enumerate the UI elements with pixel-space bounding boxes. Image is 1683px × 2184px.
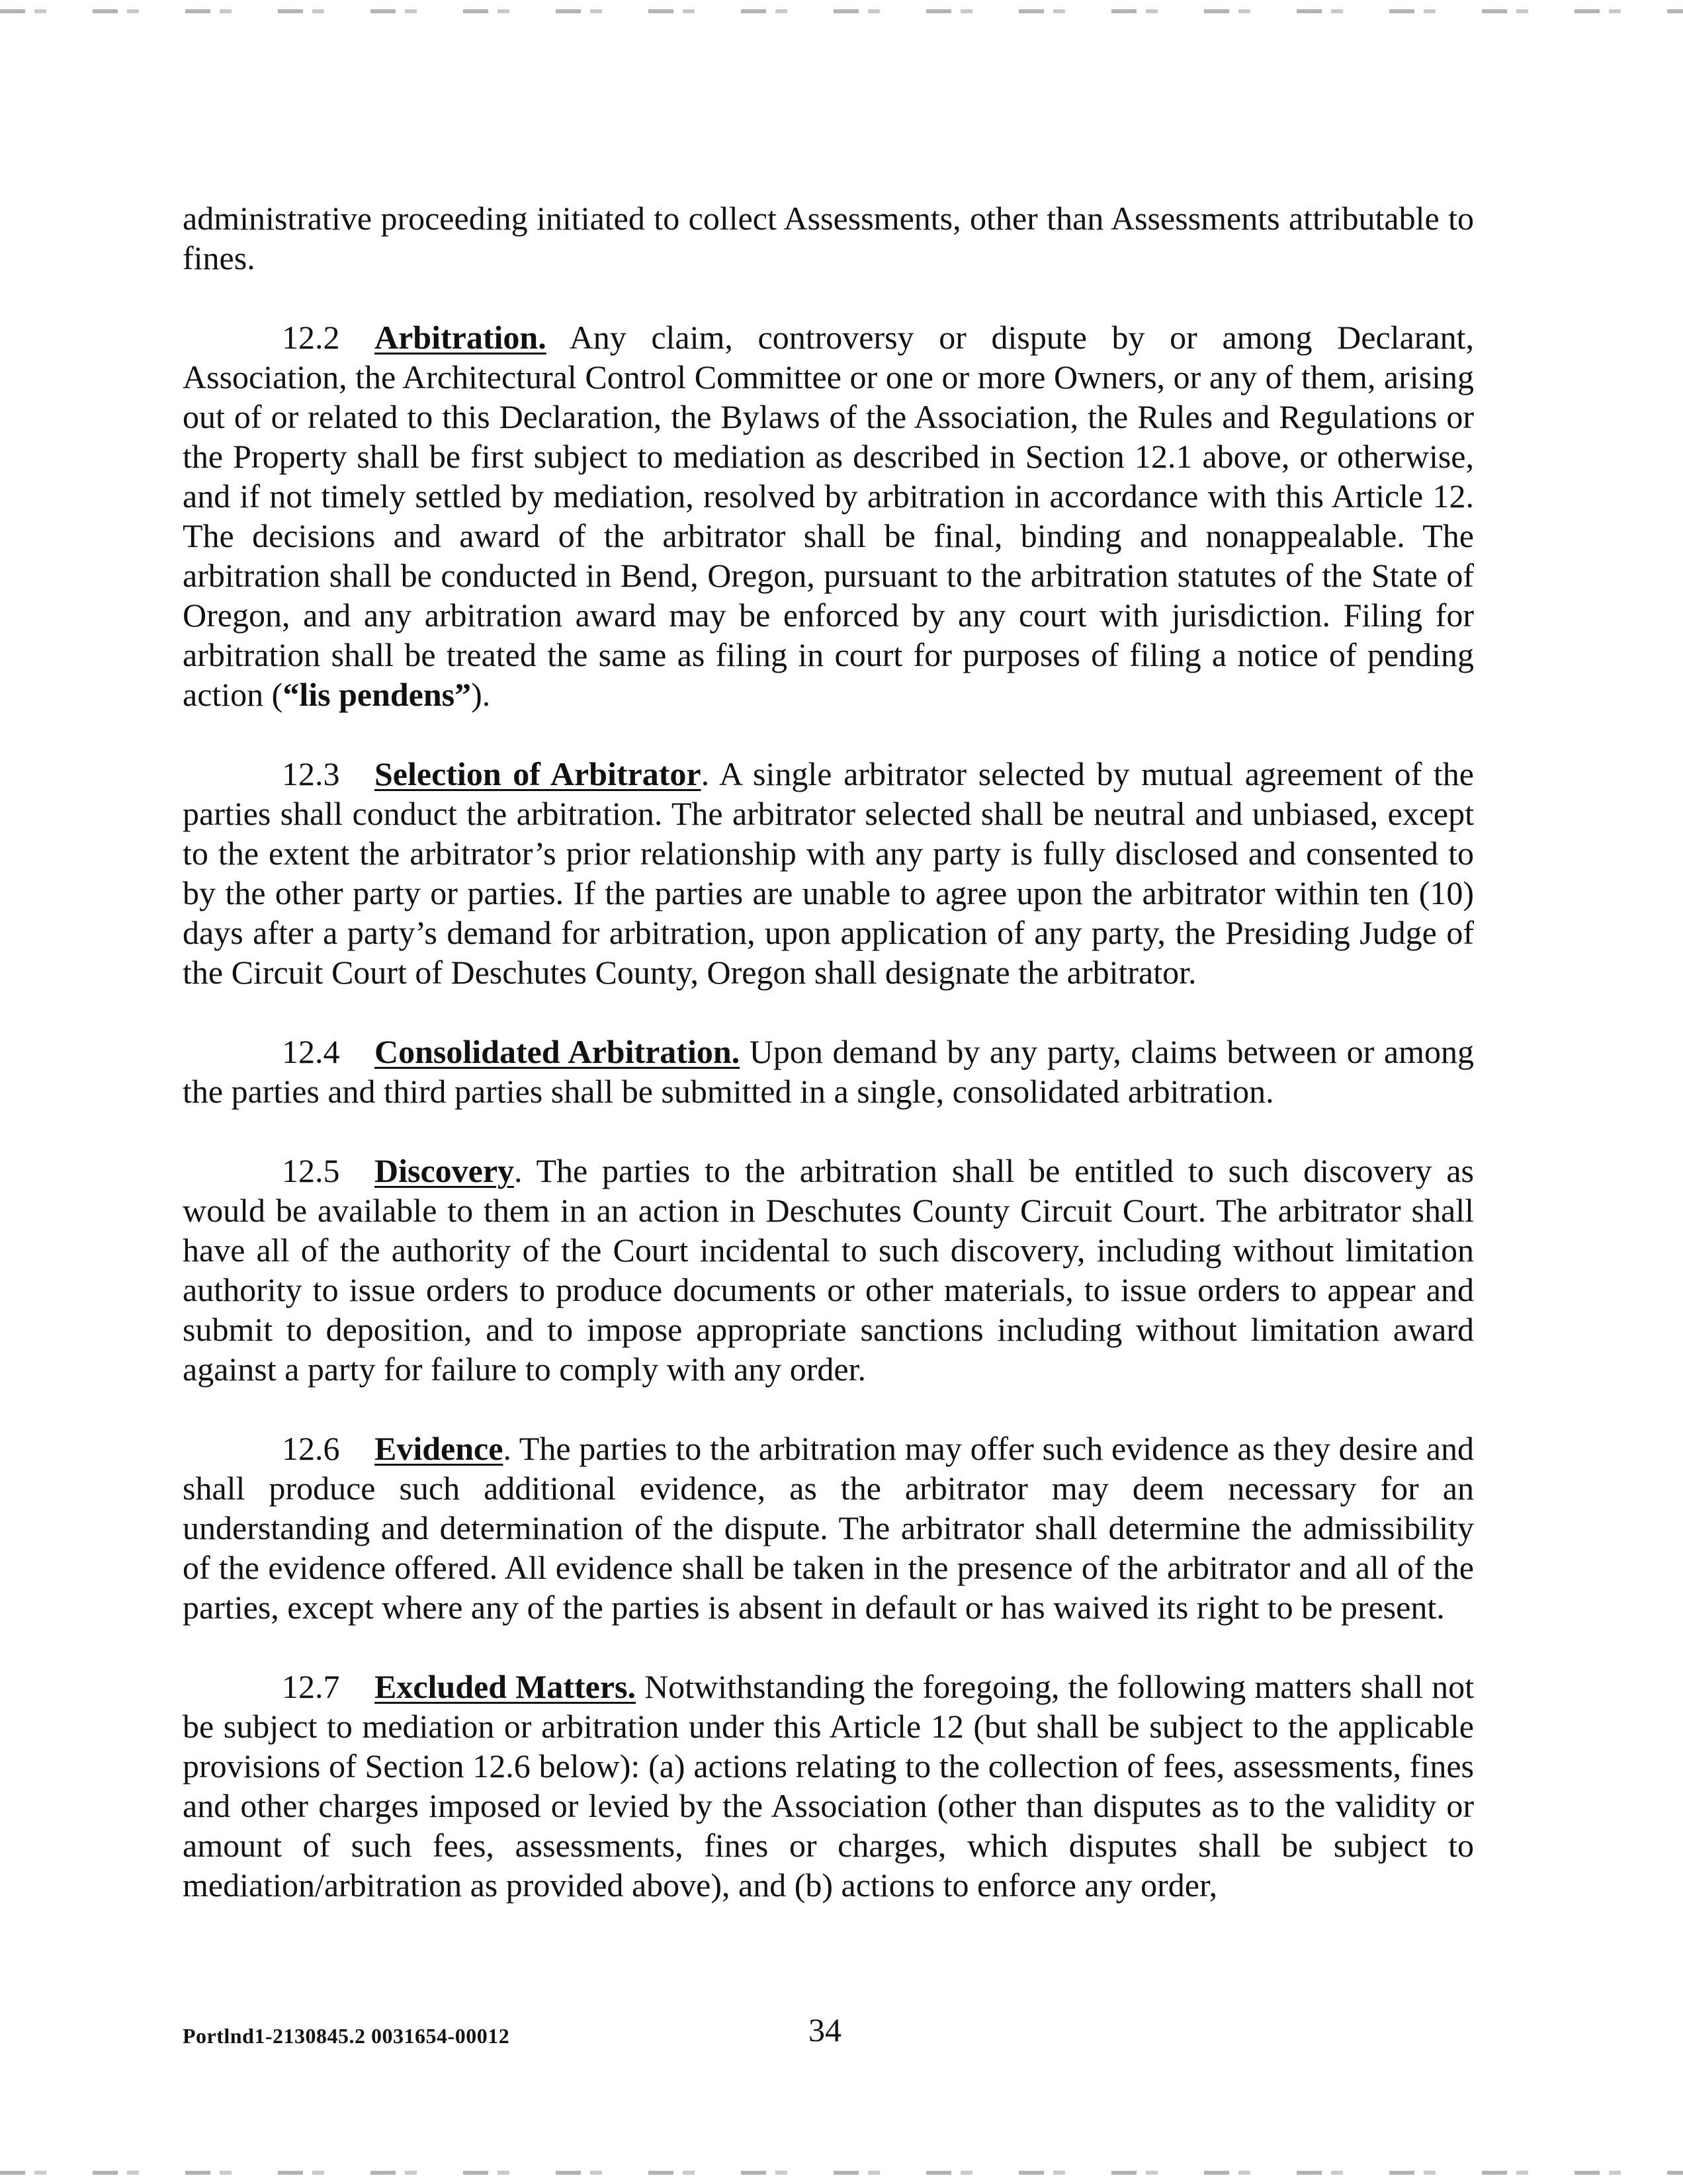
section-text: . A single arbitrator selected by mutual agreement of the parties shall conduct the arbitration. The arbitrator selected shall be neutral and unbiased, except to the extent the arbitrator’s prior relationship with any party is fully disclosed and consented to by the other party or parties. If the parties are unable to agree upon the arbitrator within ten (10) days after a party’s demand for arbitration, upon application of any party, the Presiding Judge of the Circuit Court of Deschutes County, Oregon shall designate the arbitrator. [183, 755, 1474, 991]
section-number: 12.7 [282, 1668, 340, 1705]
page-number: 34 [808, 2011, 842, 2048]
section-text-end: ). [471, 676, 491, 713]
section-title: Selection of Arbitrator [374, 755, 701, 792]
section-text: . The parties to the arbitration may offer such evidence as they desire and shall produce such additional evidence, as the arbitrator may deem necessary for an understanding and determination of the dispute. The arbitrator shall determine the admissibility of the evidence offered. All evidence shall be taken in the presence of the arbitrator and all of the parties, except where any of the parties is absent in default or has waived its right to be present. [183, 1430, 1474, 1626]
section-number: 12.2 [282, 319, 340, 356]
section-12-3 [183, 754, 1474, 992]
section-title: Discovery [374, 1152, 515, 1189]
section-number: 12.4 [282, 1033, 340, 1070]
section-text: . The parties to the arbitration shall be entitled to such discovery as would be available to them in an action in Deschutes County Circuit Court. The arbitrator shall have all of the authority of the Court incidental to such discovery, including without limitation authority to issue orders to produce documents or other materials, to issue orders to appear and submit to deposition, and to impose appropriate sanctions including without limitation award against a party for failure to comply with any order. [183, 1152, 1474, 1388]
section-text: Any claim, controversy or dispute by or among Declarant, Association, the Architectural Control Committee or one or more Owners, or any of them, arising out of or related to this Declaration, the Bylaws of the Association, the Rules and Regulations or the Property shall be first subject to mediation as described in Section 12.1 above, or otherwise, and if not timely settled by mediation, resolved by arbitration in accordance with this Article 12. The decisions and award of the arbitrator shall be final, binding and nonappealable. The arbitration shall be conducted in Bend, Oregon, pursuant to the arbitration statutes of the State of Oregon, and any arbitration award may be enforced by any court with jurisdiction. Filing for arbitration shall be treated the same as filing in court for purposes of filing a notice of pending action ( [183, 319, 1474, 713]
section-12-2 [183, 317, 1474, 714]
section-number: 12.5 [282, 1152, 340, 1189]
section-title: Consolidated Arbitration. [374, 1033, 740, 1070]
section-12-5 [183, 1151, 1474, 1389]
section-text: Notwithstanding the foregoing, the following matters shall not be subject to mediation or arbitration under this Article 12 (but shall be subject to the applicable provisions of Section 12.6 below): (a) actions relating to the collection of fees, assessments, fines and other charges imposed or levied by the Association (other than disputes as to the validity or amount of such fees, assessments, fines or charges, which disputes shall be subject to mediation/arbitration as provided above), and (b) actions to enforce any order, [183, 1668, 1474, 1904]
section-title: Evidence [374, 1430, 503, 1467]
section-title: Arbitration. [374, 319, 546, 356]
section-text: Upon demand by any party, claims between or among the parties and third parties shall be submitted in a single, consolidated arbitration. [183, 1033, 1474, 1110]
section-12-6 [183, 1429, 1474, 1627]
document-body [183, 198, 1474, 1945]
scan-artifact-top [0, 9, 1683, 13]
section-number: 12.6 [282, 1430, 340, 1467]
section-12-7 [183, 1667, 1474, 1905]
defined-term: “lis pendens” [282, 676, 472, 713]
section-12-4 [183, 1032, 1474, 1111]
opening-paragraph: administrative proceeding initiated to collect Assessments, other than Assessments attributable to fines. [183, 200, 1474, 276]
scan-artifact-bottom [0, 2171, 1683, 2175]
section-number: 12.3 [282, 755, 340, 792]
section-title: Excluded Matters. [374, 1668, 636, 1705]
footer-document-id: Portlnd1-2130845.2 0031654-00012 [183, 2024, 510, 2048]
